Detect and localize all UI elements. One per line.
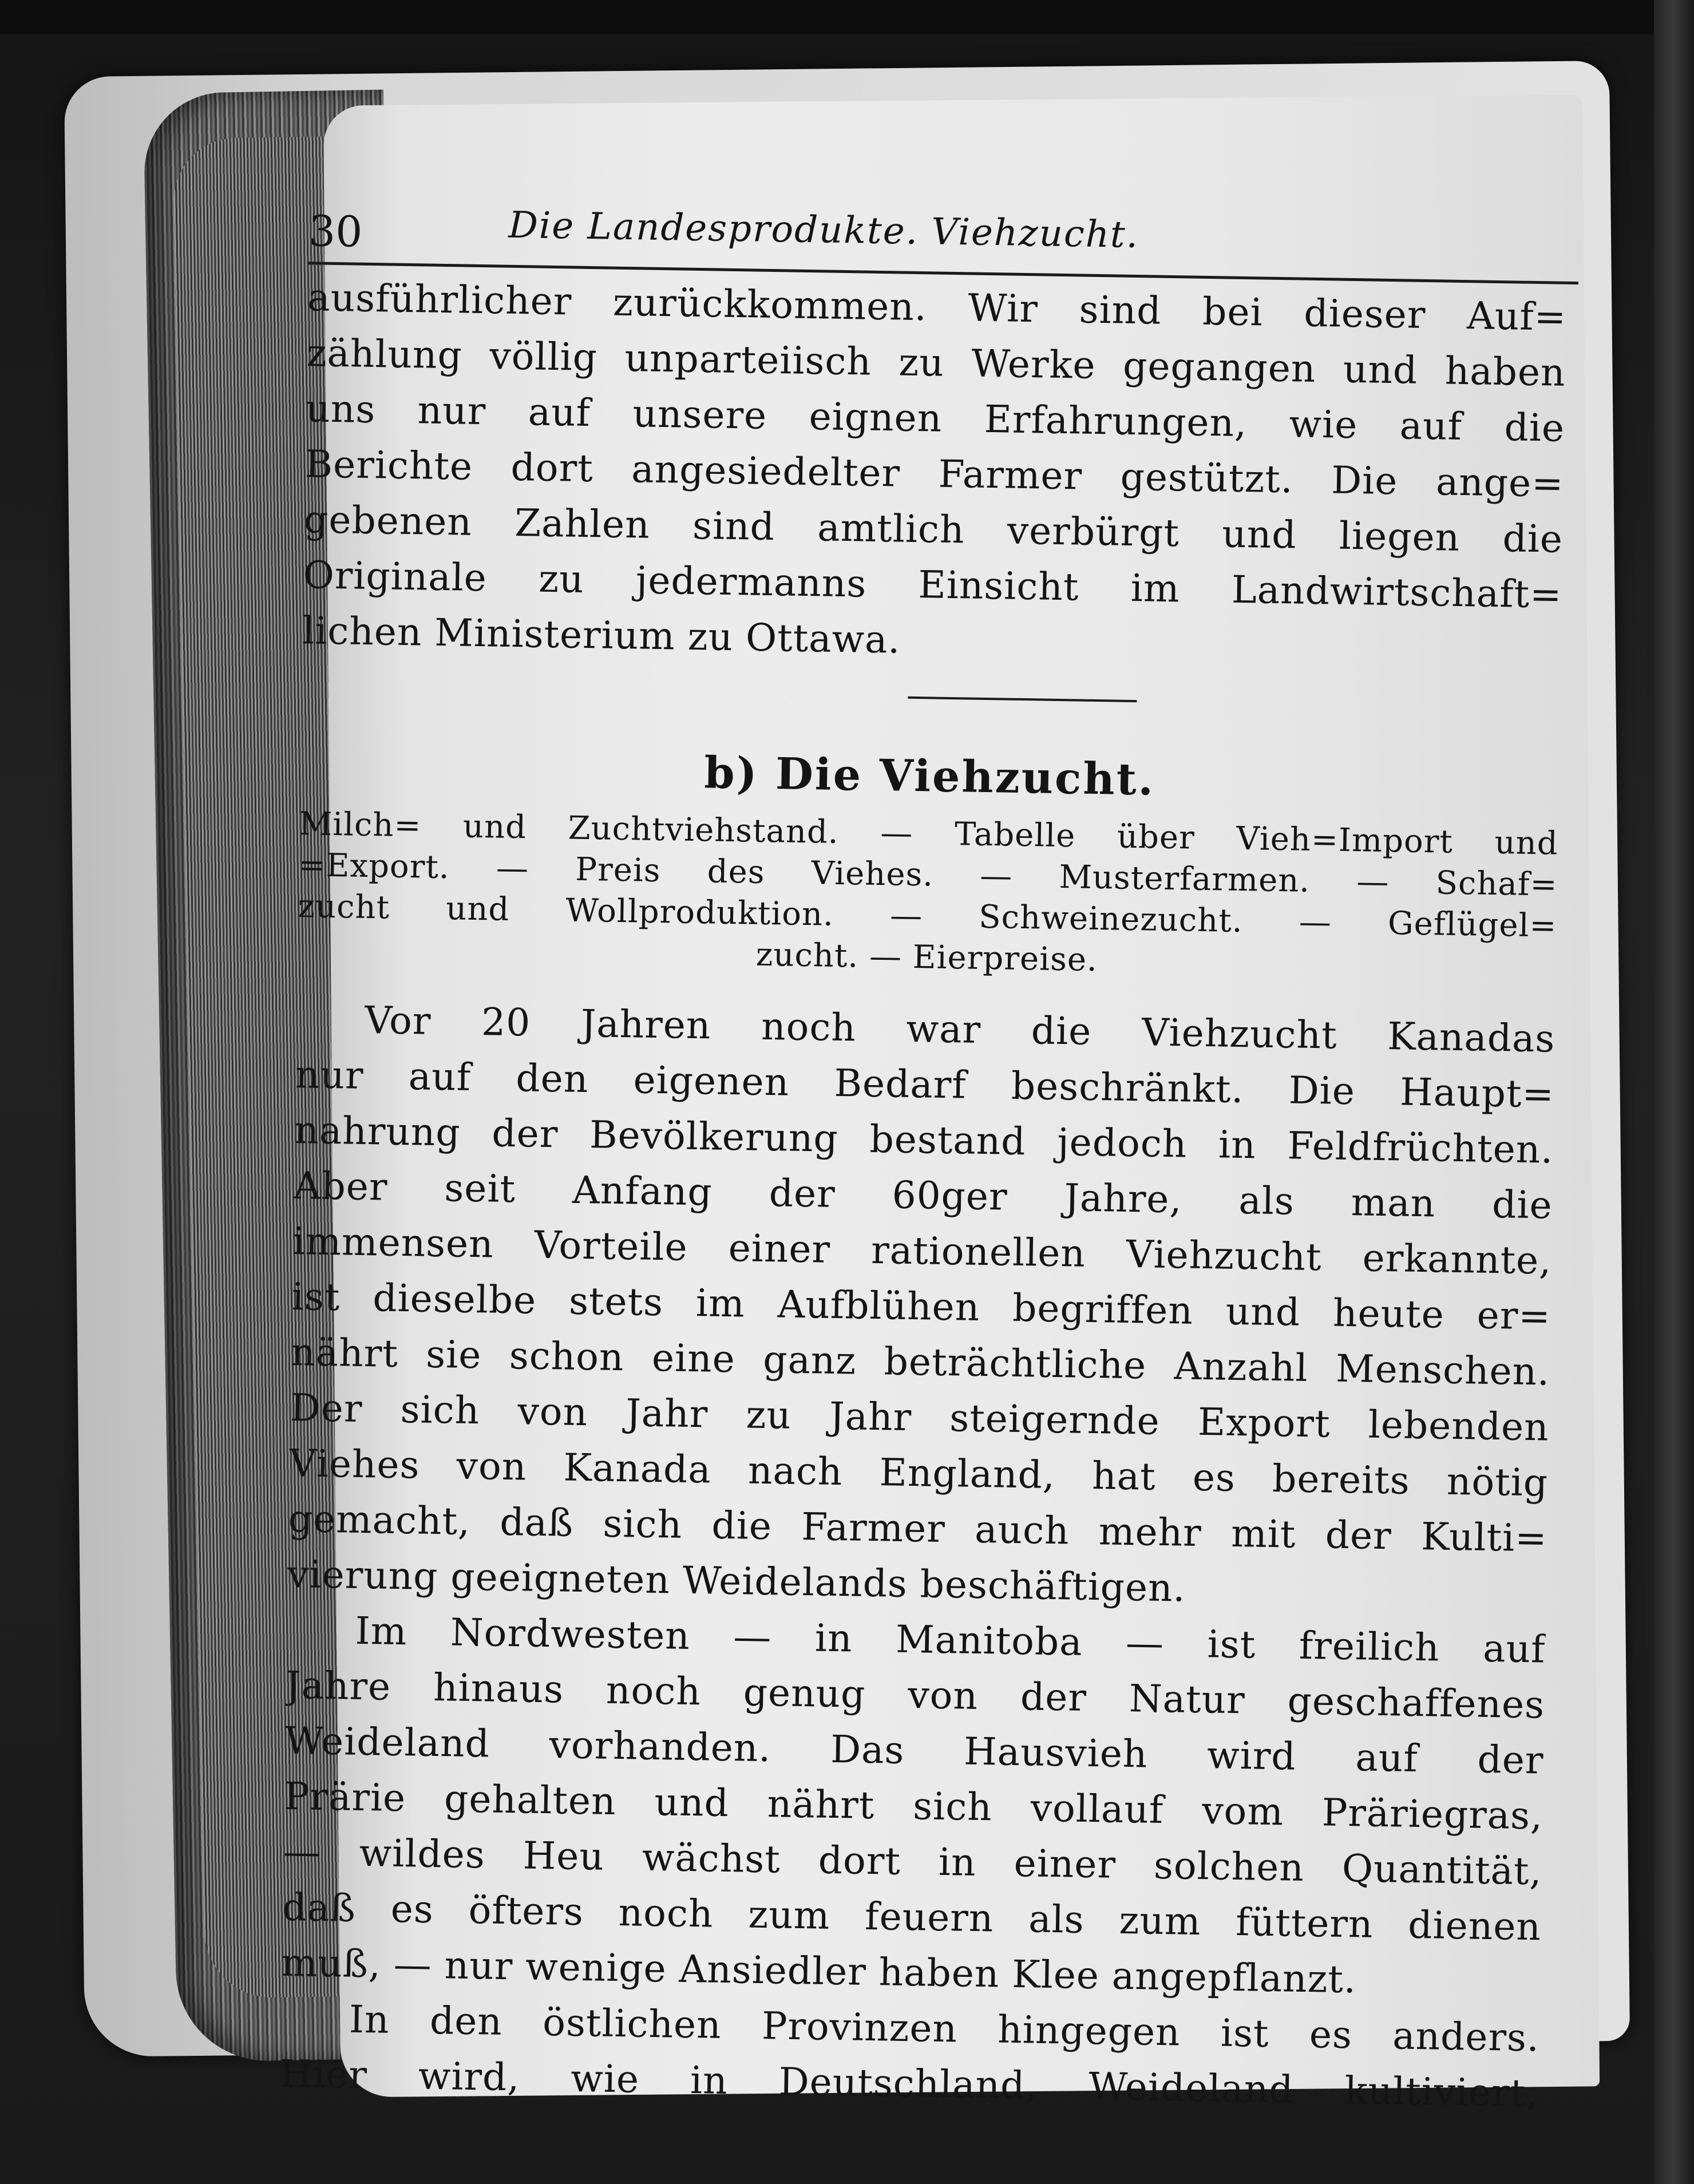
- page-content: [233, 200, 1580, 2122]
- text-line: Berichte dort angesiedelter Farmer gestützt. Die ange=: [304, 442, 1565, 506]
- text-line: Im Nordwesten — in Manitoba — ist freilich auf: [355, 1608, 1546, 1672]
- text-line: Der sich von Jahr zu Jahr steigernde Export lebenden: [290, 1386, 1550, 1450]
- film-edge-top: [0, 0, 1694, 34]
- running-head-title: Die Landesprodukte. Viehzucht.: [508, 204, 1139, 257]
- text-line: Weideland vorhanden. Das Hausvieh wird auf der: [284, 1718, 1545, 1783]
- text-line: zählung völlig unparteiisch zu Werke gegangen und haben: [306, 331, 1566, 395]
- text-line: daß es öfters noch zum feuern als zum füttern dienen: [282, 1885, 1542, 1949]
- text-line: nur auf den eigenen Bedarf beschränkt. Die Haupt=: [295, 1053, 1555, 1117]
- text-line: Originale zu jedermanns Einsicht im Landwirtschaft=: [303, 553, 1563, 617]
- page-number: 30: [308, 207, 363, 257]
- text-line: In den östlichen Provinzen hingegen ist es anders.: [349, 1997, 1540, 2060]
- text-line: muß, — nur wenige Ansiedler haben Klee angepflanzt.: [281, 1940, 1357, 2002]
- text-line: Hier wird, wie in Deutschland, Weideland kultiviert,: [279, 2051, 1539, 2116]
- text-line: ist dieselbe stets im Aufblühen begriffen und heute er=: [291, 1275, 1551, 1339]
- film-edge-right: [1654, 0, 1694, 2184]
- text-line: Jahre hinaus noch genug von der Natur geschaffenes: [285, 1663, 1545, 1727]
- text-line: lichen Ministerium zu Ottawa.: [302, 608, 901, 662]
- section-divider: [908, 697, 1137, 702]
- body-text: [279, 991, 1556, 2121]
- text-line: nährt sie schon eine ganz beträchtliche Anzahl Menschen.: [290, 1330, 1550, 1394]
- text-line: vierung geeigneten Weidelands beschäftigen.: [287, 1552, 1186, 1611]
- section-summary: [297, 804, 1558, 988]
- text-line: — wildes Heu wächst dort in einer solchen Quantität,: [283, 1829, 1543, 1894]
- text-line: gebenen Zahlen sind amtlich verbürgt und liegen die: [303, 497, 1564, 561]
- text-line: uns nur auf unsere eignen Erfahrungen, wie auf die: [305, 386, 1565, 450]
- summary-line: Milch= und Zuchtviehstand. — Tabelle über Vieh=Import und: [299, 805, 1559, 862]
- text-line: immensen Vorteile einer rationellen Viehzucht erkannte,: [292, 1219, 1552, 1283]
- text-line: Viehes von Kanada nach England, hat es bereits nötig: [288, 1441, 1549, 1505]
- text-line: gemacht, daß sich die Farmer auch mehr mit der Kulti=: [288, 1496, 1548, 1561]
- text-line: Aber seit Anfang der 60ger Jahre, als man die: [293, 1164, 1553, 1228]
- text-line: Vor 20 Jahren noch war die Viehzucht Kanadas: [364, 998, 1556, 1061]
- intro-paragraph: [302, 270, 1566, 678]
- summary-line: zucht und Wollproduktion. — Schweinezucht. — Geflügel=: [298, 888, 1557, 945]
- text-line: ausführlicher zurückkommen. Wir sind bei dieser Auf=: [307, 275, 1567, 339]
- text-line: nahrung der Bevölkerung bestand jedoch in Feldfrüchten.: [294, 1108, 1554, 1172]
- text-line: Prärie gehalten und nährt sich vollauf vom Präriegras,: [283, 1774, 1543, 1838]
- summary-line: zucht. — Eierpreise.: [755, 936, 1098, 979]
- section-heading: b) Die Viehzucht.: [703, 747, 1155, 805]
- summary-line: =Export. — Preis des Viehes. — Musterfarmen. — Schaf=: [298, 846, 1558, 904]
